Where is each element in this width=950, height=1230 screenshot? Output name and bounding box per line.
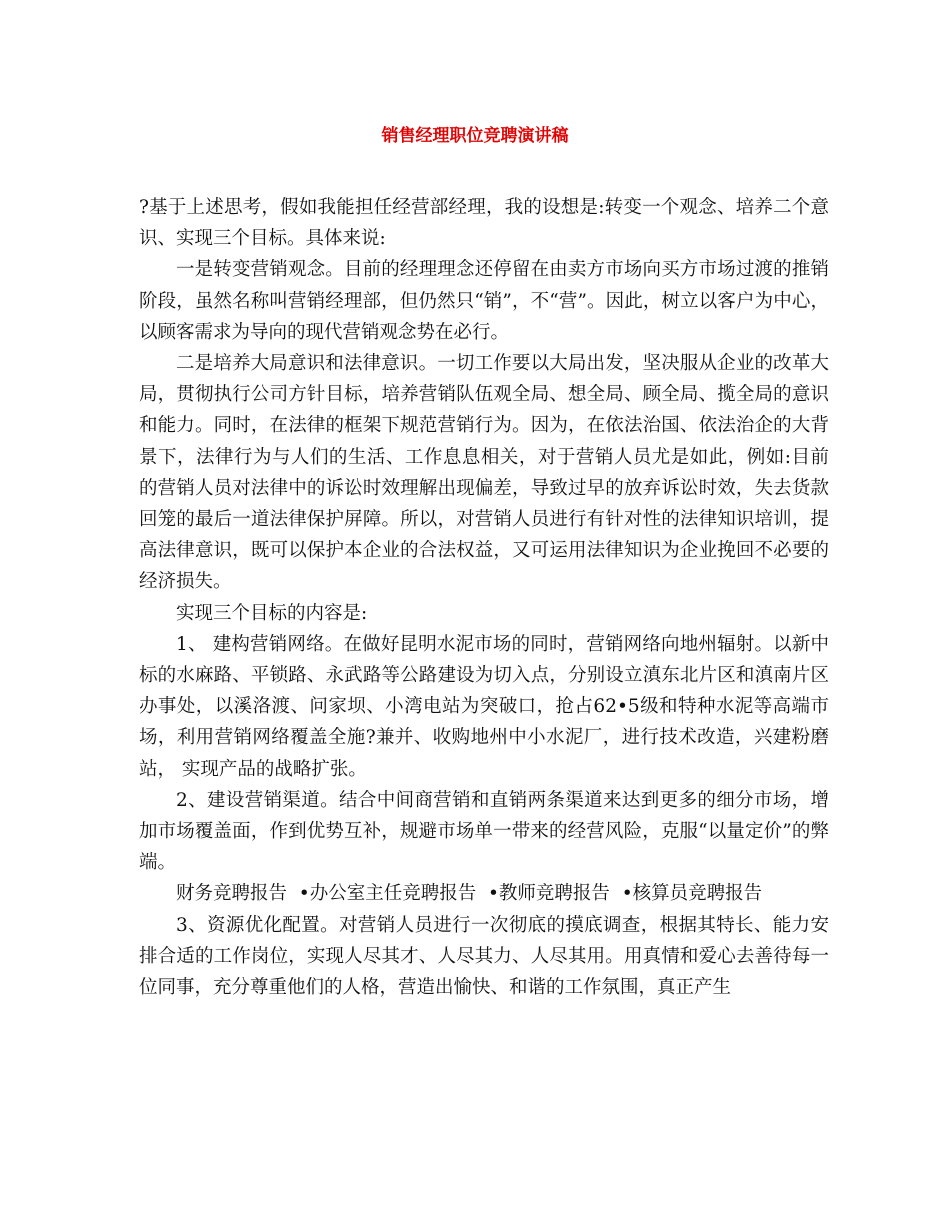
paragraph-marketing-concept: 一是转变营销观念。目前的经理理念还停留在由卖方市场向买方市场过渡的推销阶段，虽然名称叫营销经理部，但仍然只“销”，不“营”。因此，树立以客户为中心，以顾客需求为导向的现代营销观念势在必行。 [139, 259, 829, 343]
link-separator: • [487, 883, 499, 905]
related-links-row [139, 878, 829, 909]
document-body [139, 192, 829, 1003]
related-link-office-director[interactable]: 办公室主任竞聘报告 [309, 883, 477, 905]
paragraph-goals-heading: 实现三个目标的内容是: [176, 602, 368, 624]
related-link-accountant[interactable]: 核算员竞聘报告 [632, 883, 763, 905]
link-separator: • [298, 883, 310, 905]
paragraph-intro: ?基于上述思考，假如我能担任经营部经理，我的设想是:转变一个观念、培养二个意识、实现三个目标。具体来说: [139, 197, 829, 250]
paragraph-awareness: 二是培养大局意识和法律意识。一切工作要以大局出发，坚决服从企业的改革大局，贯彻执行公司方针目标，培养营销队伍观全局、想全局、顾全局、揽全局的意识和能力。同时，在法律的框架下规范营销行为。因为，在依法治国、依法治企的大背景下，法律行为与人们的生活、工作息息相关，对于营销人员尤是如此，例如:目前的营销人员对法律中的诉讼时效理解出现偏差，导致过早的放弃诉讼时效，失去货款回笼的最后一道法律保护屏障。所以，对营销人员进行有针对性的法律知识培训，提高法律意识，既可以保护本企业的合法权益，又可运用法律知识为企业挽回不必要的经济损失。 [139, 353, 829, 593]
related-link-teacher[interactable]: 教师竞聘报告 [498, 883, 610, 905]
paragraph-goal-channels: 2、建设营销渠道。结合中间商营销和直销两条渠道来达到更多的细分市场，增加市场覆盖面，作到优势互补，规避市场单一带来的经营风险，克服“以量定价”的弊端。 [139, 789, 829, 874]
paragraph-goal-resources: 3、资源优化配置。对营销人员进行一次彻底的摸底调查，根据其特长、能力安排合适的工作岗位，实现人尽其才、人尽其力、人尽其用。用真情和爱心去善待每一位同事，充分尊重他们的人格，营造出愉快、和谐的工作氛围，真正产生 [139, 914, 829, 999]
document-title: 销售经理职位竞聘演讲稿 [381, 126, 569, 146]
paragraph-goal-network: 1、 建构营销网络。在做好昆明水泥市场的同时，营销网络向地州辐射。以新中标的水麻路、平锁路、永武路等公路建设为切入点，分别设立滇东北片区和滇南片区办事处，以溪洛渡、问家坝、小湾电站为突破口，抢占62•5级和特种水泥等高端市场，利用营销网络覆盖全施?兼并、收购地州中小水泥厂，进行技术改造，兴建粉磨站， 实现产品的战略扩张。 [139, 633, 829, 780]
related-link-finance[interactable]: 财务竞聘报告 [176, 883, 288, 905]
link-separator: • [621, 883, 633, 905]
